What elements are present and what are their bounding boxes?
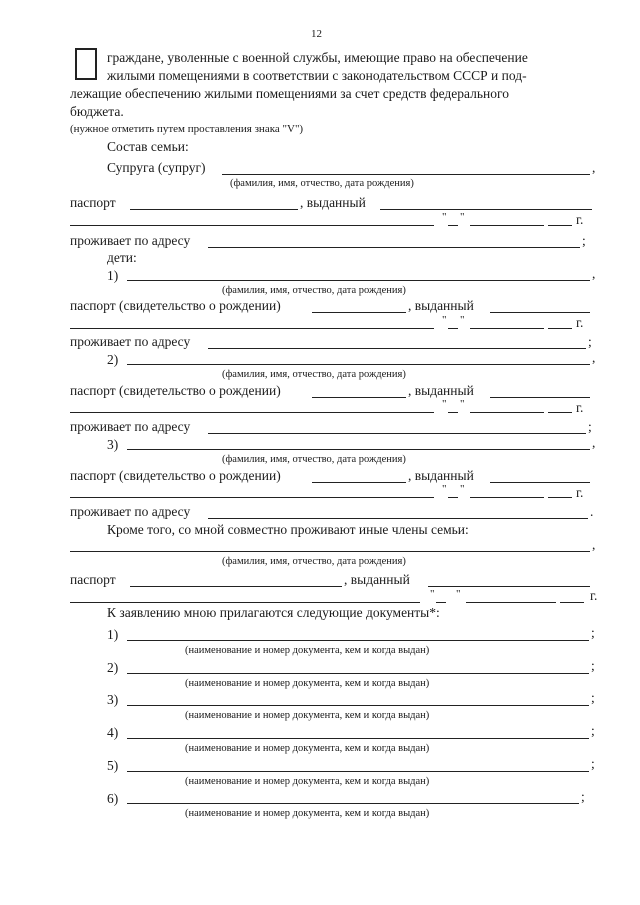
punct: ; xyxy=(591,658,595,673)
spouse-fio-field[interactable] xyxy=(222,174,590,175)
punct: ; xyxy=(591,723,595,738)
child1-passport-field[interactable] xyxy=(312,312,406,313)
doc-caption: (наименование и номер документа, кем и когда выдан) xyxy=(185,678,430,689)
quote-close: " xyxy=(460,398,465,410)
punct: , xyxy=(592,435,596,450)
child2-day-field[interactable] xyxy=(448,412,458,413)
spouse-day-field[interactable] xyxy=(448,225,458,226)
issued-label: , выданный xyxy=(300,195,366,210)
doc2-field[interactable] xyxy=(127,673,589,674)
doc-number: 3) xyxy=(107,692,119,707)
child2-issued-field-2[interactable] xyxy=(70,412,434,413)
child-number: 3) xyxy=(107,437,119,452)
spouse-issued-field[interactable] xyxy=(380,209,592,210)
fio-caption: (фамилия, имя, отчество, дата рождения) xyxy=(222,285,406,296)
doc-number: 6) xyxy=(107,791,119,806)
year-suffix: г. xyxy=(576,212,584,227)
child2-year-field[interactable] xyxy=(548,412,572,413)
intro-line-2: жилыми помещениями в соответствии с законодательством СССР и под- xyxy=(107,68,527,83)
documents-heading: К заявлению мною прилагаются следующие документы*: xyxy=(107,605,440,620)
family-heading: Состав семьи: xyxy=(107,139,189,154)
intro-line-1: граждане, уволенные с военной службы, имеющие право на обеспечение xyxy=(107,50,528,65)
doc-number: 2) xyxy=(107,660,119,675)
quote-open: " xyxy=(442,211,447,223)
doc-caption: (наименование и номер документа, кем и когда выдан) xyxy=(185,776,430,787)
child2-passport-field[interactable] xyxy=(312,397,406,398)
doc-number: 5) xyxy=(107,758,119,773)
child-passport-label: паспорт (свидетельство о рождении) xyxy=(70,298,281,313)
doc-caption: (наименование и номер документа, кем и когда выдан) xyxy=(185,710,430,721)
others-passport-field[interactable] xyxy=(130,586,342,587)
fio-caption: (фамилия, имя, отчество, дата рождения) xyxy=(222,556,406,567)
punct: ; xyxy=(591,625,595,640)
spouse-issued-field-2[interactable] xyxy=(70,225,434,226)
child3-passport-field[interactable] xyxy=(312,482,406,483)
year-suffix: г. xyxy=(576,485,584,500)
quote-close: " xyxy=(456,588,461,600)
issued-label: , выданный xyxy=(344,572,410,587)
punct: . xyxy=(590,504,594,519)
year-suffix: г. xyxy=(590,588,598,603)
intro-note: (нужное отметить путем проставления знака "V") xyxy=(70,123,304,135)
punct: , xyxy=(592,266,596,281)
quote-close: " xyxy=(460,483,465,495)
intro-line-3: лежащие обеспечению жилыми помещениями за счет средств федерального xyxy=(70,86,509,101)
address-label: проживает по адресу xyxy=(70,504,191,519)
child-number: 2) xyxy=(107,352,119,367)
doc-caption: (наименование и номер документа, кем и когда выдан) xyxy=(185,808,430,819)
doc-caption: (наименование и номер документа, кем и когда выдан) xyxy=(185,645,430,656)
year-suffix: г. xyxy=(576,400,584,415)
others-year-field[interactable] xyxy=(560,602,584,603)
child3-issued-field[interactable] xyxy=(490,482,590,483)
others-day-field[interactable] xyxy=(436,602,446,603)
doc-number: 1) xyxy=(107,627,119,642)
fio-caption: (фамилия, имя, отчество, дата рождения) xyxy=(222,454,406,465)
fio-caption: (фамилия, имя, отчество, дата рождения) xyxy=(222,369,406,380)
quote-open: " xyxy=(442,314,447,326)
child3-year-field[interactable] xyxy=(548,497,572,498)
doc6-field[interactable] xyxy=(127,803,579,804)
spouse-year-field[interactable] xyxy=(548,225,572,226)
child3-issued-field-2[interactable] xyxy=(70,497,434,498)
quote-open: " xyxy=(442,483,447,495)
others-month-field[interactable] xyxy=(466,602,556,603)
child2-issued-field[interactable] xyxy=(490,397,590,398)
doc-number: 4) xyxy=(107,725,119,740)
others-fio-field[interactable] xyxy=(70,551,590,552)
passport-label: паспорт xyxy=(70,572,116,587)
child1-issued-field[interactable] xyxy=(490,312,590,313)
punct: ; xyxy=(582,233,586,248)
doc1-field[interactable] xyxy=(127,640,589,641)
spouse-label: Супруга (супруг) xyxy=(107,160,206,175)
child2-fio-field[interactable] xyxy=(127,364,590,365)
punct: ; xyxy=(588,334,592,349)
year-suffix: г. xyxy=(576,315,584,330)
child-passport-label: паспорт (свидетельство о рождении) xyxy=(70,383,281,398)
passport-label: паспорт xyxy=(70,195,116,210)
quote-open: " xyxy=(442,398,447,410)
address-label: проживает по адресу xyxy=(70,419,191,434)
quote-close: " xyxy=(460,211,465,223)
punct: ; xyxy=(581,789,585,804)
punct: , xyxy=(592,350,596,365)
child3-fio-field[interactable] xyxy=(127,449,590,450)
fio-caption: (фамилия, имя, отчество, дата рождения) xyxy=(230,178,414,189)
child3-address-field[interactable] xyxy=(208,518,588,519)
child1-year-field[interactable] xyxy=(548,328,572,329)
child2-address-field[interactable] xyxy=(208,433,586,434)
punct: ; xyxy=(591,690,595,705)
intro-line-4: бюджета. xyxy=(70,104,124,119)
children-label: дети: xyxy=(107,250,137,265)
child1-month-field[interactable] xyxy=(470,328,544,329)
others-label: Кроме того, со мной совместно проживают иные члены семьи: xyxy=(107,522,469,537)
child1-issued-field-2[interactable] xyxy=(70,328,434,329)
punct: , xyxy=(592,537,596,552)
issued-label: , выданный xyxy=(408,298,474,313)
spouse-passport-field[interactable] xyxy=(130,209,298,210)
child-number: 1) xyxy=(107,268,119,283)
others-issued-field[interactable] xyxy=(428,586,590,587)
spouse-month-field[interactable] xyxy=(470,225,544,226)
child1-day-field[interactable] xyxy=(448,328,458,329)
issued-label: , выданный xyxy=(408,468,474,483)
child-passport-label: паспорт (свидетельство о рождении) xyxy=(70,468,281,483)
doc4-field[interactable] xyxy=(127,738,589,739)
address-label: проживает по адресу xyxy=(70,334,191,349)
doc3-field[interactable] xyxy=(127,705,589,706)
spouse-address-field[interactable] xyxy=(208,247,580,248)
child1-address-field[interactable] xyxy=(208,348,586,349)
quote-open: " xyxy=(430,588,435,600)
checkbox[interactable] xyxy=(75,48,97,80)
punct: ; xyxy=(591,756,595,771)
child3-month-field[interactable] xyxy=(470,497,544,498)
child3-day-field[interactable] xyxy=(448,497,458,498)
address-label: проживает по адресу xyxy=(70,233,191,248)
punct: , xyxy=(592,160,596,175)
child2-month-field[interactable] xyxy=(470,412,544,413)
child1-fio-field[interactable] xyxy=(127,280,590,281)
doc5-field[interactable] xyxy=(127,771,589,772)
doc-caption: (наименование и номер документа, кем и когда выдан) xyxy=(185,743,430,754)
punct: ; xyxy=(588,419,592,434)
page-number: 12 xyxy=(311,28,322,40)
issued-label: , выданный xyxy=(408,383,474,398)
quote-close: " xyxy=(460,314,465,326)
others-issued-field-2[interactable] xyxy=(70,602,420,603)
